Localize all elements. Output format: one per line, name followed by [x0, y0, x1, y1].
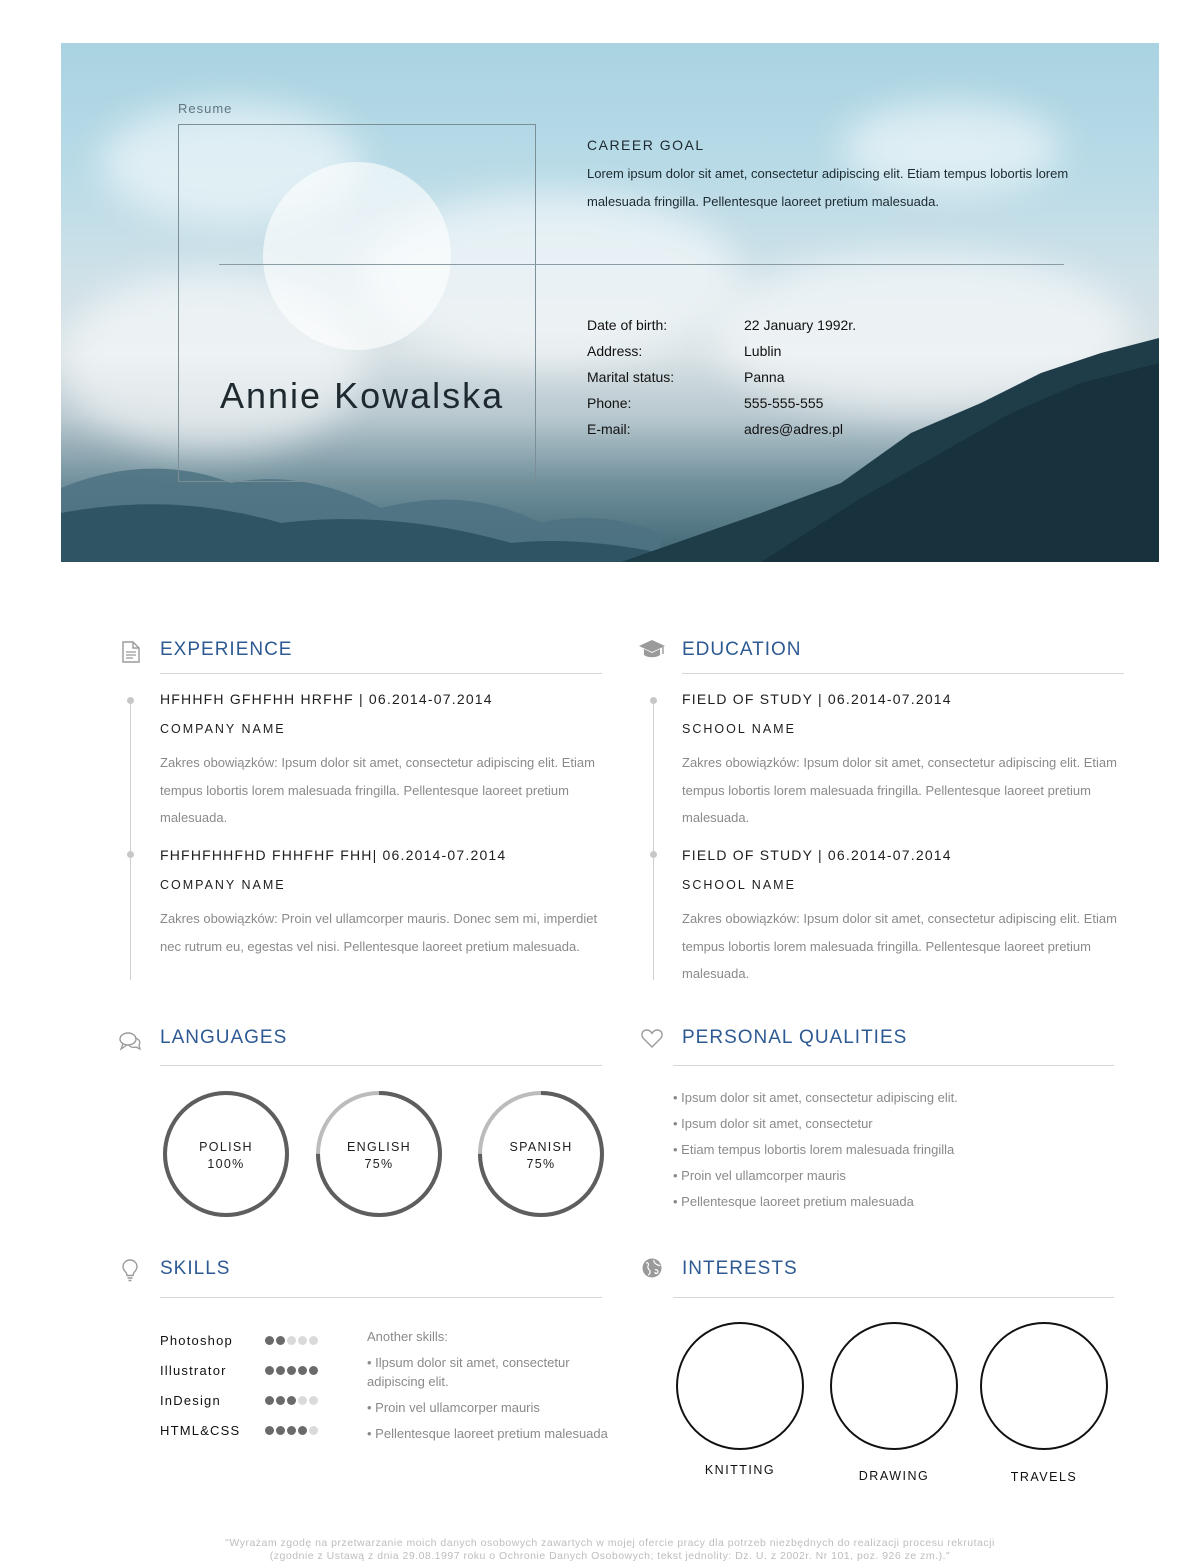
footer-line: (zgodnie z Ustawą z dnia 29.08.1997 roku o Ochronie Danych Osobowych; tekst jednolity: Dz. U. z 2002r. Nr 101, poz. 926 ze zm.)." [269, 1550, 951, 1562]
heart-icon [640, 1026, 664, 1050]
skills-title: SKILLS [160, 1258, 231, 1279]
other-skills-title: Another skills: [367, 1329, 448, 1344]
skill-dot [298, 1426, 307, 1435]
footer-line: "Wyrażam zgodę na przetwarzanie moich danych osobowych zawartych w mojej ofercie pracy dla potrzeb niezbędnych do realizacji procesu rekrutacji [225, 1537, 995, 1549]
skill-name: HTML&CSS [160, 1422, 241, 1438]
quality-item: • Etiam tempus lobortis lorem malesuada fringilla [673, 1142, 955, 1157]
skill-rating [265, 1426, 318, 1435]
personal-value: 22 January 1992r. [744, 317, 857, 333]
skill-dot [298, 1396, 307, 1405]
skill-name: InDesign [160, 1392, 221, 1408]
experience-entry-title: HFHHFH GFHFHH HRFHF | 06.2014-07.2014 [160, 691, 493, 707]
globe-icon [640, 1256, 664, 1280]
skill-rating [265, 1366, 318, 1375]
skill-dot [309, 1426, 318, 1435]
language-name: SPANISH [509, 1140, 573, 1154]
experience-entry-title: FHFHFHHFHD FHHFHF FHH| 06.2014-07.2014 [160, 847, 507, 863]
skill-name: Illustrator [160, 1362, 227, 1378]
skill-row [160, 1330, 340, 1350]
other-skill-item: • Proin vel ullamcorper mauris [367, 1400, 540, 1415]
interest-circle [830, 1322, 958, 1450]
experience-entry-company: COMPANY NAME [160, 878, 286, 892]
interest-label: KNITTING [704, 1463, 776, 1477]
education-entry-text: Zakres obowiązków: Ipsum dolor sit amet, consectetur adipiscing elit. Etiam tempus lobortis lorem malesuada fringilla. Pellentesque laoreet pretium malesuada. [682, 911, 1117, 981]
personal-value: Panna [744, 369, 785, 385]
resume-label: Resume [178, 101, 233, 116]
quality-item: • Proin vel ullamcorper mauris [673, 1168, 846, 1183]
other-skill-item: • Pellentesque laoreet pretium malesuada [367, 1426, 608, 1441]
skill-dot [276, 1426, 285, 1435]
quality-item: • Ipsum dolor sit amet, consectetur [673, 1116, 873, 1131]
skill-rating [265, 1396, 318, 1405]
personal-value: 555-555-555 [744, 395, 824, 411]
skill-dot [276, 1336, 285, 1345]
skill-dot [309, 1396, 318, 1405]
education-entry-school: SCHOOL NAME [682, 878, 796, 892]
skill-dot [298, 1336, 307, 1345]
other-skill-item: • Ilpsum dolor sit amet, consectetur adipiscing elit. [367, 1355, 570, 1389]
skill-dot [265, 1336, 274, 1345]
experience-entry-text: Zakres obowiązków: Ipsum dolor sit amet, consectetur adipiscing elit. Etiam tempus lobortis lorem malesuada fringilla. Pellentesque laoreet pretium malesuada. [160, 755, 595, 825]
career-goal-text: Lorem ipsum dolor sit amet, consectetur adipiscing elit. Etiam tempus lobortis lorem malesuada fringilla. Pellentesque laoreet pretium malesuada. [587, 166, 1069, 209]
language-percent: 100% [207, 1157, 245, 1171]
skill-rating [265, 1336, 318, 1345]
skill-dot [276, 1366, 285, 1375]
personal-label: Phone: [587, 395, 632, 411]
interest-label: DRAWING [858, 1469, 930, 1483]
skill-dot [265, 1366, 274, 1375]
language-name: ENGLISH [347, 1140, 411, 1154]
education-entry-text: Zakres obowiązków: Ipsum dolor sit amet, consectetur adipiscing elit. Etiam tempus lobortis lorem malesuada fringilla. Pellentesque laoreet pretium malesuada. [682, 755, 1117, 825]
skills-divider [160, 1297, 602, 1298]
personal-value: Lublin [744, 343, 782, 359]
language-label [161, 1139, 291, 1173]
skill-dot [309, 1336, 318, 1345]
experience-entry-company: COMPANY NAME [160, 722, 286, 736]
experience-entry-text: Zakres obowiązków: Proin vel ullamcorper mauris. Donec sem mi, imperdiet nec rutrum eu, egestas vel nisi. Pellentesque laoreet pretium malesuada. [160, 911, 598, 954]
other-skills [367, 1327, 627, 1443]
language-percent: 75% [526, 1157, 556, 1171]
interests-title: INTERESTS [682, 1258, 798, 1279]
education-entry-title: FIELD OF STUDY | 06.2014-07.2014 [682, 847, 952, 863]
skill-name: Photoshop [160, 1332, 233, 1348]
skill-dot [287, 1366, 296, 1375]
person-name: Annie Kowalska [220, 375, 505, 416]
skill-dot [287, 1336, 296, 1345]
languages-title: LANGUAGES [160, 1027, 288, 1048]
skill-row [160, 1390, 340, 1410]
personal-label: Date of birth: [587, 317, 668, 333]
skill-dot [309, 1366, 318, 1375]
interests-divider [673, 1297, 1114, 1298]
lightbulb-icon [118, 1258, 142, 1282]
experience-title: EXPERIENCE [160, 639, 293, 660]
personal-label: Address: [587, 343, 643, 359]
skill-dot [265, 1396, 274, 1405]
interest-label: TRAVELS [1010, 1470, 1078, 1484]
interest-circle [676, 1322, 804, 1450]
skill-dot [287, 1426, 296, 1435]
language-name: POLISH [199, 1140, 253, 1154]
qualities-list [673, 1088, 1113, 1218]
qualities-divider [673, 1065, 1114, 1066]
personal-value: adres@adres.pl [744, 421, 844, 437]
language-label [314, 1139, 444, 1173]
skill-dot [287, 1396, 296, 1405]
career-goal-title: CAREER GOAL [587, 137, 705, 153]
education-entry-school: SCHOOL NAME [682, 722, 796, 736]
qualities-title: PERSONAL QUALITIES [682, 1027, 908, 1048]
language-percent: 75% [364, 1157, 394, 1171]
education-title: EDUCATION [682, 639, 802, 660]
language-label [476, 1139, 606, 1173]
skill-row [160, 1360, 340, 1380]
personal-label: E-mail: [587, 421, 631, 437]
quality-item: • Ipsum dolor sit amet, consectetur adipiscing elit. [673, 1090, 958, 1105]
gdpr-consent-footer [150, 1537, 1070, 1563]
personal-label: Marital status: [587, 369, 675, 385]
skill-dot [276, 1396, 285, 1405]
interest-circle [980, 1322, 1108, 1450]
education-entry-title: FIELD OF STUDY | 06.2014-07.2014 [682, 691, 952, 707]
skill-dot [265, 1426, 274, 1435]
skill-dot [298, 1366, 307, 1375]
quality-item: • Pellentesque laoreet pretium malesuada [673, 1194, 914, 1209]
skill-row [160, 1420, 340, 1440]
